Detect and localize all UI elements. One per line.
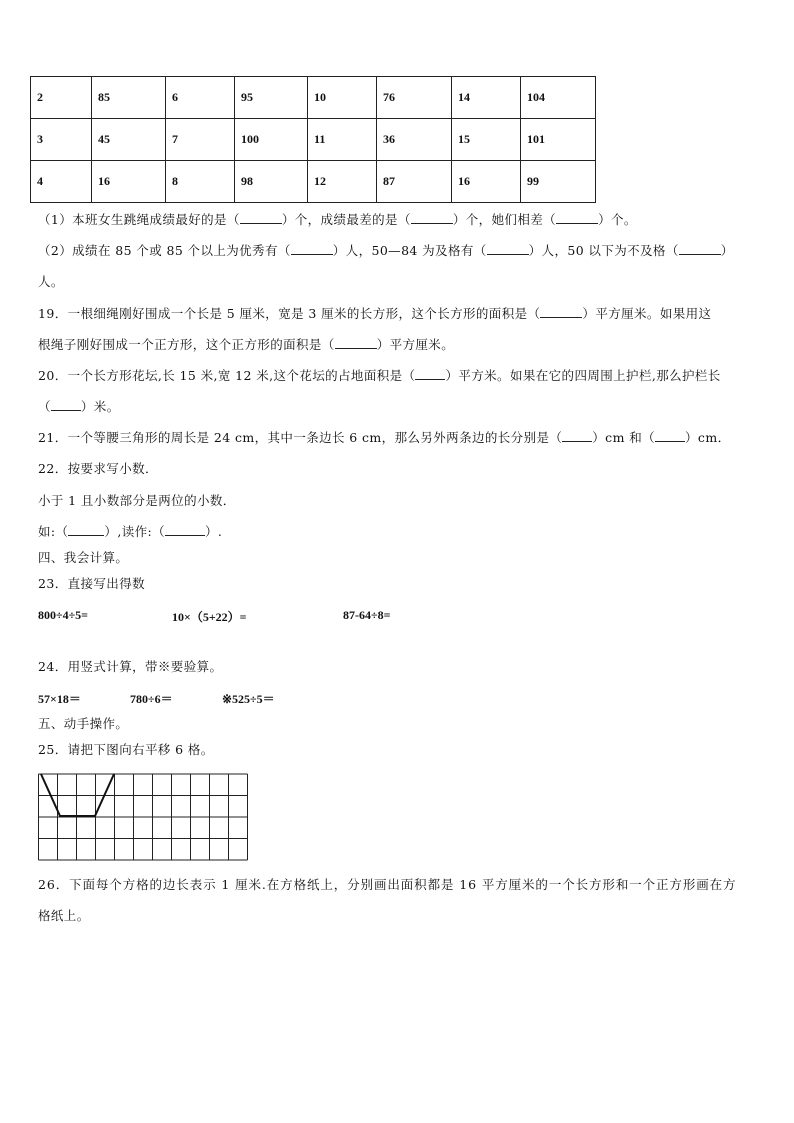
square-grid: [38, 772, 250, 864]
table-cell: 8: [166, 161, 235, 203]
answer-blank[interactable]: [335, 337, 377, 349]
q24-item-1: 57×18＝: [38, 692, 81, 706]
table-cell: 87: [377, 161, 452, 203]
section-4-heading: 四、我会计算。: [38, 550, 129, 565]
answer-blank[interactable]: [556, 212, 598, 224]
q22-desc: 小于 1 且小数部分是两位的小数．: [38, 493, 236, 508]
table-cell: 7: [166, 119, 235, 161]
table-cell: 6: [166, 77, 235, 119]
q25-title: 25．请把下图向右平移 6 格。: [38, 742, 214, 757]
table-cell: 10: [308, 77, 377, 119]
q18-part2: （2）成绩在 85 个或 85 个以上为优秀有（ ）人，50—84 为及格有（ ）人，50 以下为不及格（ ）: [38, 243, 734, 258]
q26-line1: 26．下面每个方格的边长表示 1 厘米.在方格纸上，分别画出面积都是 16 平方厘米的一个长方形和一个正方形画在方: [38, 877, 737, 892]
q24-title: 24．用竖式计算，带※要验算。: [38, 659, 223, 674]
answer-blank[interactable]: [679, 243, 721, 255]
table-cell: 76: [377, 77, 452, 119]
table-cell: 14: [452, 77, 521, 119]
answer-blank[interactable]: [411, 212, 453, 224]
table-cell: 2: [31, 77, 92, 119]
jump-rope-score-table: [30, 76, 596, 203]
table-cell: 98: [235, 161, 308, 203]
answer-blank[interactable]: [165, 524, 205, 536]
q23-item-1: 800÷4÷5=: [38, 608, 89, 622]
table-row: [31, 161, 596, 203]
table-cell: 15: [452, 119, 521, 161]
table-cell: 4: [31, 161, 92, 203]
table-cell: 104: [521, 77, 596, 119]
q21: 21．一个等腰三角形的周长是 24 cm，其中一条边长 6 cm，那么另外两条边的长分别是（ ）cm 和（ ）cm．: [38, 430, 731, 445]
q26-line2: 格纸上。: [38, 908, 90, 923]
q23-item-3: 87-64÷8=: [343, 608, 391, 622]
q24-item-2: 780÷6＝: [130, 692, 173, 706]
section-5-heading: 五、动手操作。: [38, 716, 129, 731]
table-cell: 99: [521, 161, 596, 203]
table-cell: 95: [235, 77, 308, 119]
answer-blank[interactable]: [51, 399, 81, 411]
answer-blank[interactable]: [655, 430, 685, 442]
answer-blank[interactable]: [68, 524, 104, 536]
table-cell: 85: [92, 77, 166, 119]
q19-line2: 根绳子刚好围成一个正方形，这个正方形的面积是（ ）平方厘米。: [38, 337, 455, 352]
q24-item-3: ※525÷5＝: [222, 692, 275, 706]
table-cell: 101: [521, 119, 596, 161]
table-cell: 45: [92, 119, 166, 161]
q23-title: 23．直接写出得数: [38, 576, 146, 591]
q20-line2: （ ）米。: [38, 399, 120, 414]
table-cell: 16: [452, 161, 521, 203]
table-row: [31, 119, 596, 161]
table-cell: 3: [31, 119, 92, 161]
answer-blank[interactable]: [487, 243, 529, 255]
answer-blank[interactable]: [562, 430, 592, 442]
q22-answer: 如:（ ）,读作:（ ）.: [38, 524, 223, 539]
q20-line1: 20．一个长方形花坛,长 15 米,宽 12 米,这个花坛的占地面积是（ ）平方米。如果在它的四周围上护栏,那么护栏长: [38, 368, 721, 383]
q18-part1: （1）本班女生跳绳成绩最好的是（ ）个，成绩最差的是（ ）个，她们相差（ ）个。: [38, 212, 637, 227]
table-cell: 100: [235, 119, 308, 161]
table-cell: 16: [92, 161, 166, 203]
table-row: [31, 77, 596, 119]
q19-line1: 19．一根细绳刚好围成一个长是 5 厘米，宽是 3 厘米的长方形，这个长方形的面积是（ ）平方厘米。如果用这: [38, 306, 712, 321]
table-cell: 12: [308, 161, 377, 203]
q23-item-2: 10×（5+22）=: [172, 610, 247, 624]
answer-blank[interactable]: [240, 212, 282, 224]
q18-part2-end: 人。: [38, 274, 64, 289]
table-cell: 36: [377, 119, 452, 161]
answer-blank[interactable]: [415, 368, 445, 380]
q22-title: 22．按要求写小数．: [38, 461, 158, 476]
answer-blank[interactable]: [291, 243, 333, 255]
answer-blank[interactable]: [540, 306, 582, 318]
table-cell: 11: [308, 119, 377, 161]
